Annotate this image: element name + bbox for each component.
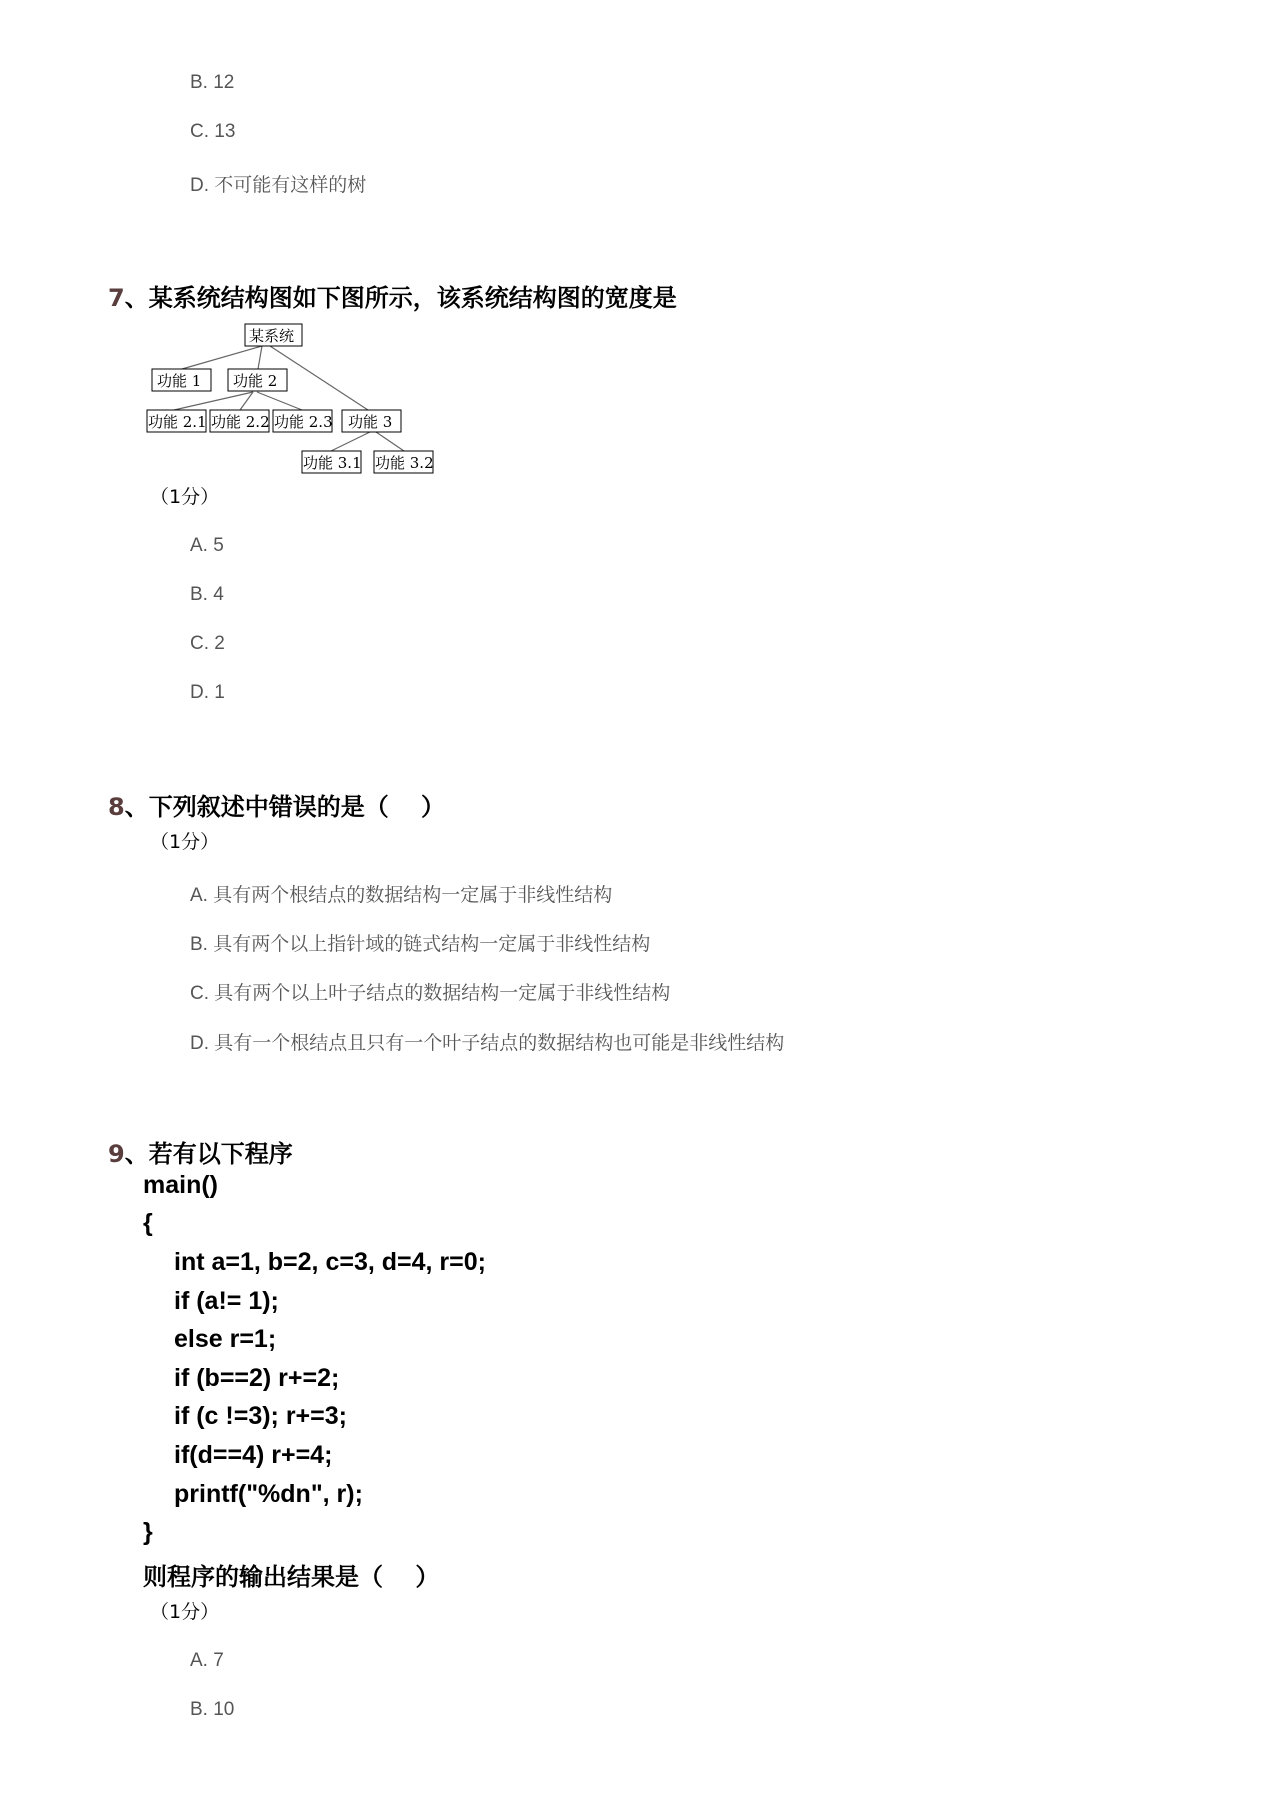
diagram-node-f22 xyxy=(210,410,270,432)
q9-option-a[interactable]: A. 7 xyxy=(190,1650,224,1671)
q7-title-text: 、某系统结构图如下图所示，该系统结构图的宽度是 xyxy=(124,284,677,312)
q6-option-c[interactable]: C. 13 xyxy=(190,121,236,142)
q8-option-b[interactable]: B. 具有两个以上指针域的链式结构一定属于非线性结构 xyxy=(190,934,651,955)
q7-score: （1分） xyxy=(150,486,220,508)
q9-code-line-7: if (c !=3); r+=3; xyxy=(174,1402,347,1430)
q8-title-text: 、下列叙述中错误的是（ ） xyxy=(124,793,446,821)
q7-option-c[interactable]: C. 2 xyxy=(190,633,225,654)
diagram-node-f31 xyxy=(302,451,362,473)
q6-option-d[interactable]: D. 不可能有这样的树 xyxy=(190,175,367,196)
q9-number: 9 xyxy=(108,1140,125,1168)
diagram-node-root xyxy=(245,324,302,346)
q7-structure-diagram xyxy=(145,322,445,474)
diagram-node-f2 xyxy=(228,369,287,391)
q7-number: 7 xyxy=(108,284,125,312)
svg-text:功能 2.1: 功能 2.1 xyxy=(148,413,207,431)
q9-code-line-2: { xyxy=(143,1209,153,1237)
q7-option-a[interactable]: A. 5 xyxy=(190,535,224,556)
q9-code-line-9: printf("%dn", r); xyxy=(174,1480,363,1508)
svg-text:功能 2.3: 功能 2.3 xyxy=(274,413,333,431)
q8-number: 8 xyxy=(108,793,125,821)
q8-option-c[interactable]: C. 具有两个以上叶子结点的数据结构一定属于非线性结构 xyxy=(190,983,671,1004)
diagram-node-f3 xyxy=(342,410,401,432)
q9-title-text: 、若有以下程序 xyxy=(124,1140,293,1168)
q9-code-line-6: if (b==2) r+=2; xyxy=(174,1364,340,1392)
diagram-node-f21 xyxy=(147,410,207,432)
q9-code-line-8: if(d==4) r+=4; xyxy=(174,1441,333,1469)
q7-option-d[interactable]: D. 1 xyxy=(190,682,225,703)
q9-code-line-10: } xyxy=(143,1518,153,1546)
svg-text:功能 3: 功能 3 xyxy=(348,413,393,431)
q8-score: （1分） xyxy=(150,831,220,853)
q9-title xyxy=(108,1134,293,1169)
diagram-node-f23 xyxy=(273,410,333,432)
svg-text:功能 3.2: 功能 3.2 xyxy=(375,454,434,472)
q9-code-line-5: else r=1; xyxy=(174,1325,277,1353)
diagram-node-f32 xyxy=(374,451,434,473)
svg-text:某系统: 某系统 xyxy=(249,327,295,345)
q8-title xyxy=(108,787,445,822)
q6-option-b[interactable]: B. 12 xyxy=(190,72,235,93)
q9-code-line-3: int a=1, b=2, c=3, d=4, r=0; xyxy=(174,1248,486,1276)
diagram-node-f1 xyxy=(152,369,211,391)
q9-option-b[interactable]: B. 10 xyxy=(190,1699,235,1720)
q8-option-d[interactable]: D. 具有一个根结点且只有一个叶子结点的数据结构也可能是非线性结构 xyxy=(190,1033,785,1054)
q9-code-line-1: main() xyxy=(143,1171,218,1199)
q7-title xyxy=(108,278,677,313)
q7-option-b[interactable]: B. 4 xyxy=(190,584,224,605)
svg-text:功能 2: 功能 2 xyxy=(233,372,278,390)
svg-text:功能 3.1: 功能 3.1 xyxy=(303,454,362,472)
q8-option-a[interactable]: A. 具有两个根结点的数据结构一定属于非线性结构 xyxy=(190,885,613,906)
q9-score: （1分） xyxy=(150,1601,220,1623)
svg-text:功能 1: 功能 1 xyxy=(157,372,202,390)
q9-code-line-4: if (a!= 1); xyxy=(174,1287,279,1315)
svg-text:功能 2.2: 功能 2.2 xyxy=(211,413,270,431)
q9-question: 则程序的输出结果是（ ） xyxy=(143,1563,440,1591)
